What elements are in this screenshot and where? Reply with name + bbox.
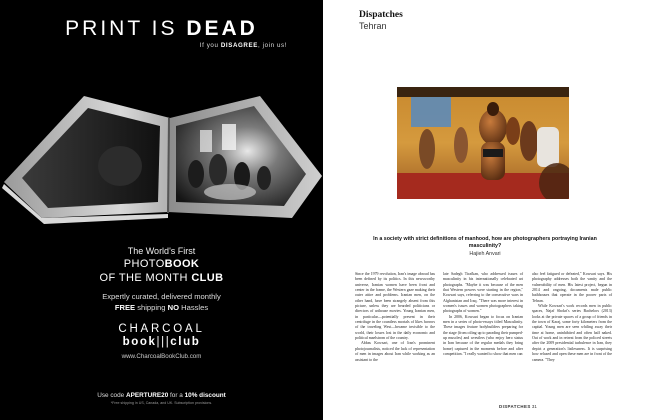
paragraph: In 2006, Kowsari began to focus on Iranian men in a series of photo-essays titled Masculinity. These images feature bodybuilders preparing for the stage (from oiling up to parading their pumped-up muscles) and wrestlers (who enjoy hero status in Iran because of the regular medals they bring home) captured in the moments before and after competition. "I really wanted to show that men can [443, 314, 523, 357]
article-column-3 [532, 272, 612, 363]
paragraph: While Kowsari's work records men in public spaces, Najaf Shokri's series Bachelors (2013) looks at the private spaces of a group of friends in the town of Karaj, some forty kilometers from the capital. Young men are seen whiling away their time at home, uninhibited and often half naked. Out of work and in retreat from the policed streets after the 2009 presidential turbulence in Iran, they depict a generation's listlessness. It is surprising how relaxed and open these men are in front of the camera. "They [532, 304, 612, 362]
ad-brand-logo: book|||club [122, 336, 201, 348]
ad-brand-name: CHARCOAL [118, 323, 205, 335]
ad-photobook-line: PHOTOBOOK [123, 258, 200, 270]
section-location: Tehran [359, 21, 387, 31]
open-photobook-image [0, 66, 323, 226]
bodybuilders-photo [397, 87, 569, 199]
article-column-1 [355, 272, 435, 363]
ad-discount-code: Use code APERTURE20 for a 10% discount [97, 392, 226, 399]
ad-headline: PRINT IS DEAD [65, 17, 258, 40]
article-page [323, 0, 646, 420]
ad-fine-print: *Free shipping in US, Canada, and UK. Subscription provisions. [110, 401, 213, 405]
ad-tagline: If you DISAGREE, join us! [199, 42, 287, 49]
article-byline: Hajieh Anvari [469, 251, 501, 257]
ad-intro-line: The World's First [127, 246, 196, 256]
article-deck: In a society with strict definitions of manhood, how are photographers portraying Iranian masculinity? [373, 236, 597, 249]
section-title: Dispatches [359, 10, 403, 20]
ad-curated-line: Expertly curated, delivered monthly [102, 292, 221, 301]
page-folio: DISPATCHES 31 [499, 404, 537, 409]
paragraph: Since the 1979 revolution, Iran's image abroad has been defined by its politics. In this newsworthy universe, Iranian women have been front and center in the frame, the Western gaze making their outer attire and problems. Iranian men, on the other hand, have been strangely absent from this picture, unless they are bearded politicians or directors of arthouse movies. Young Iranian men, in particular—potentially present in their centrifuge in the countless mortals of likes horrors of the traveling West—became invisible to the world, their losses lost in the daily economic and political maelstrom of the country. [355, 272, 435, 341]
paragraph: Abbas Kowsari, one of Iran's prominent photojournalists, noticed the lack of representation of men in images about Iran while working as an assistant to the [355, 341, 435, 362]
paragraph: late Sadegh Tirafkan, who addressed issues of masculinity in his internationally celebrated art photographs. "Maybe it was because of the men that Western powers were starting in the region," Kowsari says, referring to the consecutive wars in Afghanistan and Iraq. "There was more interest in women's issues and women photographers taking photographs of women." [443, 272, 523, 314]
ad-month-club-line: OF THE MONTH CLUB [99, 272, 224, 284]
ad-shipping-line: FREE shipping NO Hassles [114, 303, 209, 312]
article-column-2 [443, 272, 523, 358]
ad-website-link[interactable]: www.CharcoalBookClub.com [121, 353, 202, 360]
paragraph: also feel fatigued or defeated," Kowsari says. His photography addresses both the vanity and the vulnerability of men. His latest project, begun in 2014 and ongoing, documents male public bathhouses that operate in the poorer parts of Tehran. [532, 272, 612, 303]
